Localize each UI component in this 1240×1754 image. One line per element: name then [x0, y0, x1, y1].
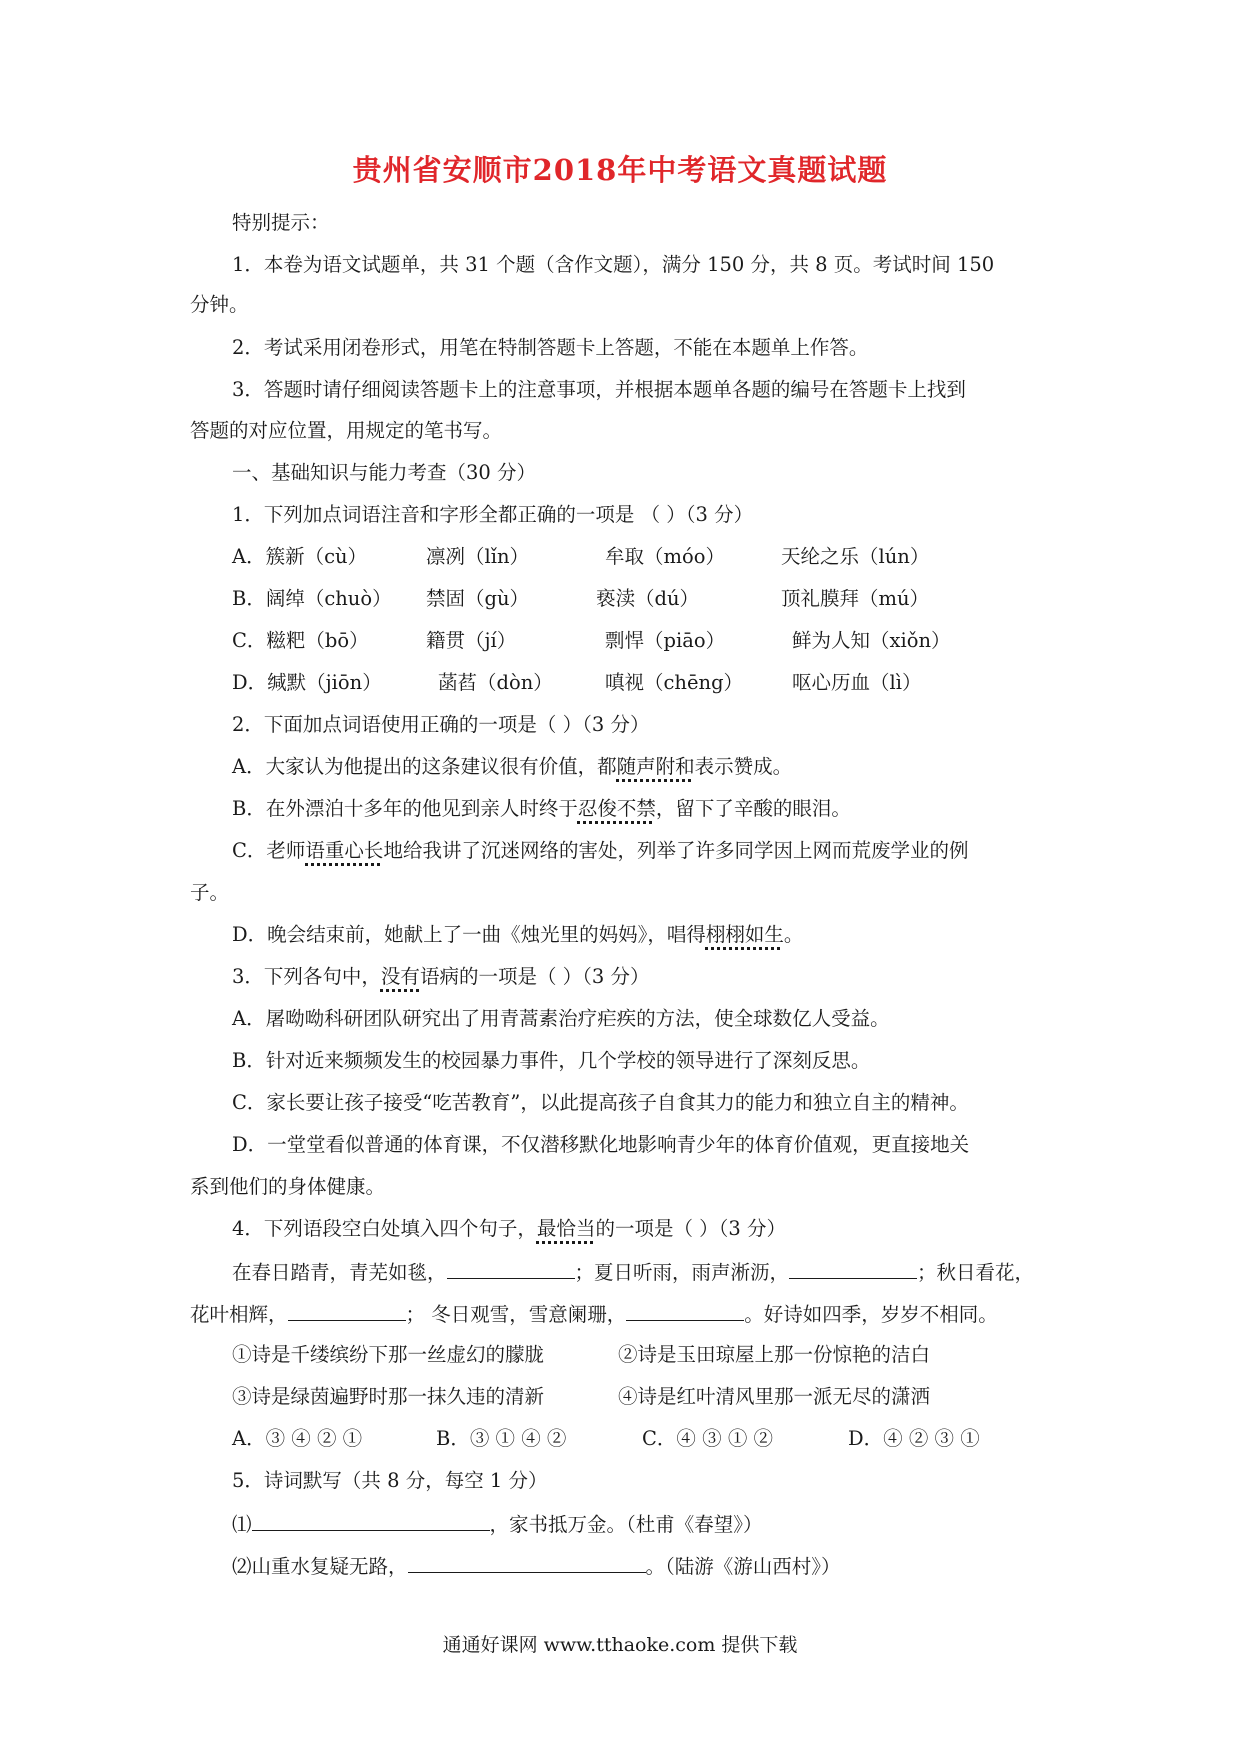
text-run: ； 冬日观雪，雪意阑珊， [405, 1303, 627, 1326]
emphasized-term: 没有 [380, 965, 420, 988]
q1-option-cell: 禁固（gù） [426, 587, 530, 610]
q1-option-cell: 亵渎（dú） [596, 587, 700, 610]
q1-option-cell: A．簇新（cù） [232, 545, 368, 568]
page-footer: 通通好课网 www.tthaoke.com 提供下载 [442, 1634, 798, 1656]
q4-sentence: ④诗是红叶清风里那一派无尽的潇洒 [618, 1385, 931, 1408]
q4-choice: B．③ ① ④ ② [436, 1427, 567, 1450]
emphasized-term: 最恰当 [536, 1217, 596, 1240]
answer-blank [252, 1508, 490, 1531]
q1-option-cell: 鲜为人知（xiǒn） [792, 629, 951, 652]
q4-choice: C．④ ③ ① ② [642, 1427, 774, 1450]
q4-passage-line-1 [232, 1256, 1034, 1288]
text-run: ；秋日看花， [917, 1261, 1035, 1284]
q1-option-cell: D．缄默（jiōn） [232, 671, 382, 694]
q2-option-c-cont: 子。 [190, 881, 230, 904]
q5-line-1 [232, 1508, 763, 1540]
q1-option-cell: 天纶之乐（lún） [781, 545, 930, 568]
emphasized-term: 忍俊不禁 [577, 797, 656, 820]
text-run: 在春日踏青，青芜如毯， [232, 1261, 447, 1284]
page-title: 贵州省安顺市2018年中考语文真题试题 [352, 153, 888, 187]
text-run: A．大家认为他提出的这条建议很有价值，都 [232, 755, 617, 778]
q2-option-b [232, 794, 851, 824]
text-run: B．在外漂泊十多年的他见到亲人时终于 [232, 797, 578, 820]
answer-blank [408, 1550, 646, 1573]
text-run: ；夏日听雨，雨声淅沥， [574, 1261, 790, 1284]
q1-option-cell: 顶礼膜拜（mú） [781, 587, 930, 610]
question-1-stem: 1．下列加点词语注音和字形全都正确的一项是 （ ）（3 分） [232, 503, 754, 526]
notice-item-1: 1．本卷为语文试题单，共 31 个题（含作文题），满分 150 分，共 8 页。考试时间 150 [232, 253, 995, 276]
q1-option-cell: 剽悍（piāo） [605, 629, 726, 652]
q5-line-2 [232, 1550, 841, 1582]
text-run: ⑴ [232, 1513, 252, 1536]
text-run: 语病的一项是（ ）（3 分） [419, 965, 650, 988]
q1-option-cell: 呕心历血（lì） [792, 671, 922, 694]
notice-item-1-cont: 分钟。 [190, 293, 249, 316]
question-3-stem [232, 962, 650, 992]
notice-item-3-cont: 答题的对应位置，用规定的笔书写。 [190, 419, 503, 442]
q4-choice: A．③ ④ ② ① [232, 1427, 363, 1450]
q4-sentence: ③诗是绿茵遍野时那一抹久违的清新 [232, 1385, 545, 1408]
notice-item-3: 3．答题时请仔细阅读答题卡上的注意事项，并根据本题单各题的编号在答题卡上找到 [232, 378, 966, 401]
emphasized-term: 栩栩如生 [705, 923, 784, 946]
q3-option-a: A．屠呦呦科研团队研究出了用青蒿素治疗疟疾的方法，使全球数亿人受益。 [232, 1007, 890, 1030]
notice-item-2: 2．考试采用闭卷形式，用笔在特制答题卡上答题，不能在本题单上作答。 [232, 336, 869, 359]
q4-choice: D．④ ② ③ ① [848, 1427, 980, 1450]
q4-sentence: ①诗是千缕缤纷下那一丝虚幻的朦胧 [232, 1343, 545, 1366]
text-run: 。（陆游《游山西村》） [645, 1555, 841, 1578]
text-run: C．老师 [232, 839, 306, 862]
q4-passage-line-2 [190, 1298, 998, 1330]
text-run: 花叶相辉， [190, 1303, 288, 1326]
q2-option-d [232, 920, 803, 950]
q1-option-cell: B．阔绰（chuò） [232, 587, 392, 610]
q1-option-cell: 牟取（móo） [605, 545, 725, 568]
question-5-stem: 5．诗词默写（共 8 分，每空 1 分） [232, 1469, 548, 1492]
q1-option-cell: 菡萏（dòn） [438, 671, 553, 694]
q3-option-d-cont: 系到他们的身体健康。 [190, 1175, 386, 1198]
emphasized-term: 语重心长 [305, 839, 384, 862]
text-run: 。好诗如四季，岁岁不相同。 [744, 1303, 998, 1326]
answer-blank [789, 1256, 917, 1279]
q2-option-a [232, 752, 792, 782]
emphasized-term: 随声附和 [616, 755, 695, 778]
q1-option-cell: 籍贯（jí） [426, 629, 517, 652]
q3-option-d: D．一堂堂看似普通的体育课，不仅潜移默化地影响青少年的体育价值观，更直接地关 [232, 1133, 970, 1156]
notice-heading: 特别提示： [232, 211, 330, 234]
question-2-stem: 2．下面加点词语使用正确的一项是（ ）（3 分） [232, 713, 650, 736]
text-run: 4．下列语段空白处填入四个句子， [232, 1217, 537, 1240]
text-run: ⑵山重水复疑无路， [232, 1555, 408, 1578]
q3-option-b: B．针对近来频频发生的校园暴力事件，几个学校的领导进行了深刻反思。 [232, 1049, 871, 1072]
q3-option-c: C．家长要让孩子接受“吃苦教育”，以此提高孩子自食其力的能力和独立自主的精神。 [232, 1091, 969, 1114]
answer-blank [626, 1298, 744, 1321]
text-run: 3．下列各句中， [232, 965, 381, 988]
q1-option-cell: C．糍粑（bō） [232, 629, 369, 652]
q4-sentence: ②诗是玉田琼屋上那一份惊艳的洁白 [618, 1343, 931, 1366]
q1-option-cell: 嗔视（chēng） [605, 671, 744, 694]
q1-option-cell: 凛冽（lǐn） [426, 545, 530, 568]
answer-blank [447, 1256, 575, 1279]
q2-option-c [232, 836, 968, 866]
text-run: 表示赞成。 [694, 755, 793, 778]
question-4-stem [232, 1214, 786, 1244]
text-run: D．晚会结束前，她献上了一曲《烛光里的妈妈》，唱得 [232, 923, 706, 946]
answer-blank [288, 1298, 406, 1321]
text-run: ，留下了辛酸的眼泪。 [655, 797, 851, 820]
text-run: 的一项是（ ）（3 分） [595, 1217, 786, 1240]
text-run: 地给我讲了沉迷网络的害处，列举了许多同学因上网而荒废学业的例 [383, 839, 969, 862]
text-run: 。 [783, 923, 804, 946]
text-run: ，家书抵万金。（杜甫《春望》） [489, 1513, 763, 1536]
section-heading: 一、基础知识与能力考查（30 分） [232, 461, 537, 484]
